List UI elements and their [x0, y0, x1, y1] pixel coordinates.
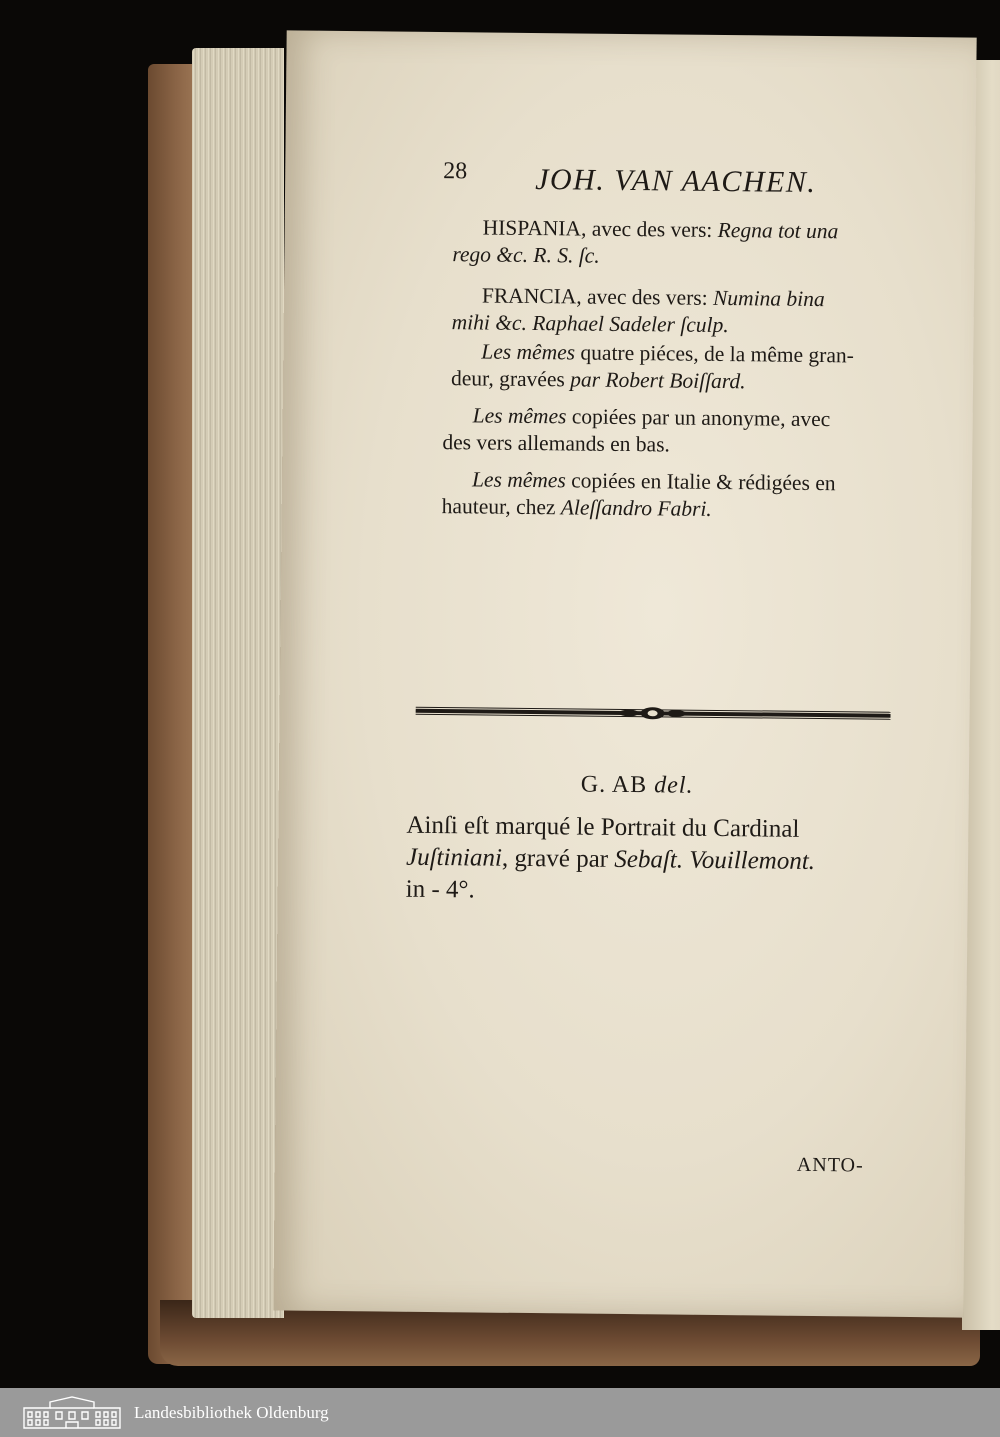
text-line	[452, 309, 922, 341]
page-number: 28	[443, 158, 468, 185]
text-line-content	[481, 339, 854, 367]
text-line	[442, 493, 912, 525]
text-line-content	[442, 430, 670, 456]
catalog-entry	[442, 466, 913, 525]
italic-run: par Robert Boiſſard.	[570, 367, 746, 394]
catalog-entry	[452, 214, 923, 273]
text-line	[406, 874, 894, 911]
italic-run: rego &c. R. S. ſc.	[452, 242, 600, 268]
roman-run: des vers allemands en bas.	[442, 430, 671, 457]
text-line-content	[473, 403, 831, 431]
text-line-content	[483, 215, 839, 243]
section-heading-main: G. AB	[580, 771, 655, 799]
roman-run: deur, gravées	[450, 366, 571, 392]
text-line	[442, 429, 912, 461]
italic-run: Les mêmes	[481, 339, 576, 365]
text-line-content	[482, 283, 825, 311]
italic-run: Juſtiniani	[405, 843, 503, 872]
text-line	[406, 842, 894, 879]
roman-run: Ainſi eſt marqué le Portrait du Cardinal	[406, 811, 800, 843]
text-line-content	[452, 310, 729, 337]
text-line	[406, 810, 894, 847]
section-heading-italic: del.	[654, 772, 694, 799]
section-body	[406, 810, 895, 911]
catalog-entry	[452, 282, 923, 341]
roman-run: copiées par un anonyme, avec	[566, 404, 831, 432]
library-building-icon	[20, 1396, 124, 1430]
italic-run: mihi &c. Raphael Sadeler ſculp.	[451, 310, 729, 338]
text-line-content	[451, 366, 746, 393]
catalog-entry	[442, 402, 913, 461]
italic-run: Regna tot una	[717, 217, 839, 244]
text-line-content	[406, 812, 799, 843]
text-line-content	[472, 467, 836, 495]
text-line-content	[406, 844, 815, 875]
roman-run: in - 4°.	[405, 875, 475, 904]
roman-run: FRANCIA, avec des vers:	[481, 283, 714, 310]
page-edges	[192, 48, 284, 1318]
italic-run: Les mêmes	[471, 467, 566, 493]
italic-run: Aleſſandro Fabri.	[560, 495, 712, 521]
ornamental-rule	[416, 704, 891, 723]
book-page	[273, 30, 976, 1317]
text-line-content	[452, 242, 600, 268]
italic-run: Sebaſt. Vouillemont.	[614, 845, 816, 875]
text-line	[451, 365, 921, 397]
text-line-content	[406, 876, 475, 904]
roman-run: hauteur, chez	[441, 494, 561, 520]
italic-run: Numina bina	[712, 285, 825, 312]
catchword: ANTO-	[796, 1153, 864, 1177]
text-line	[452, 241, 922, 273]
text-line-content	[442, 494, 712, 521]
footer-bar	[0, 1388, 1000, 1437]
roman-run: , gravé par	[501, 844, 615, 873]
roman-run: copiées en Italie & rédigées en	[565, 468, 836, 496]
italic-run: Les mêmes	[472, 403, 567, 429]
roman-run: HISPANIA, avec des vers:	[482, 215, 718, 242]
running-head: JOH. VAN AACHEN.	[535, 163, 817, 199]
roman-run: quatre piéces, de la même gran-	[574, 340, 854, 368]
footer-label: Landesbibliothek Oldenburg	[134, 1402, 329, 1422]
section-heading	[581, 772, 694, 800]
catalog-entry	[451, 338, 922, 397]
